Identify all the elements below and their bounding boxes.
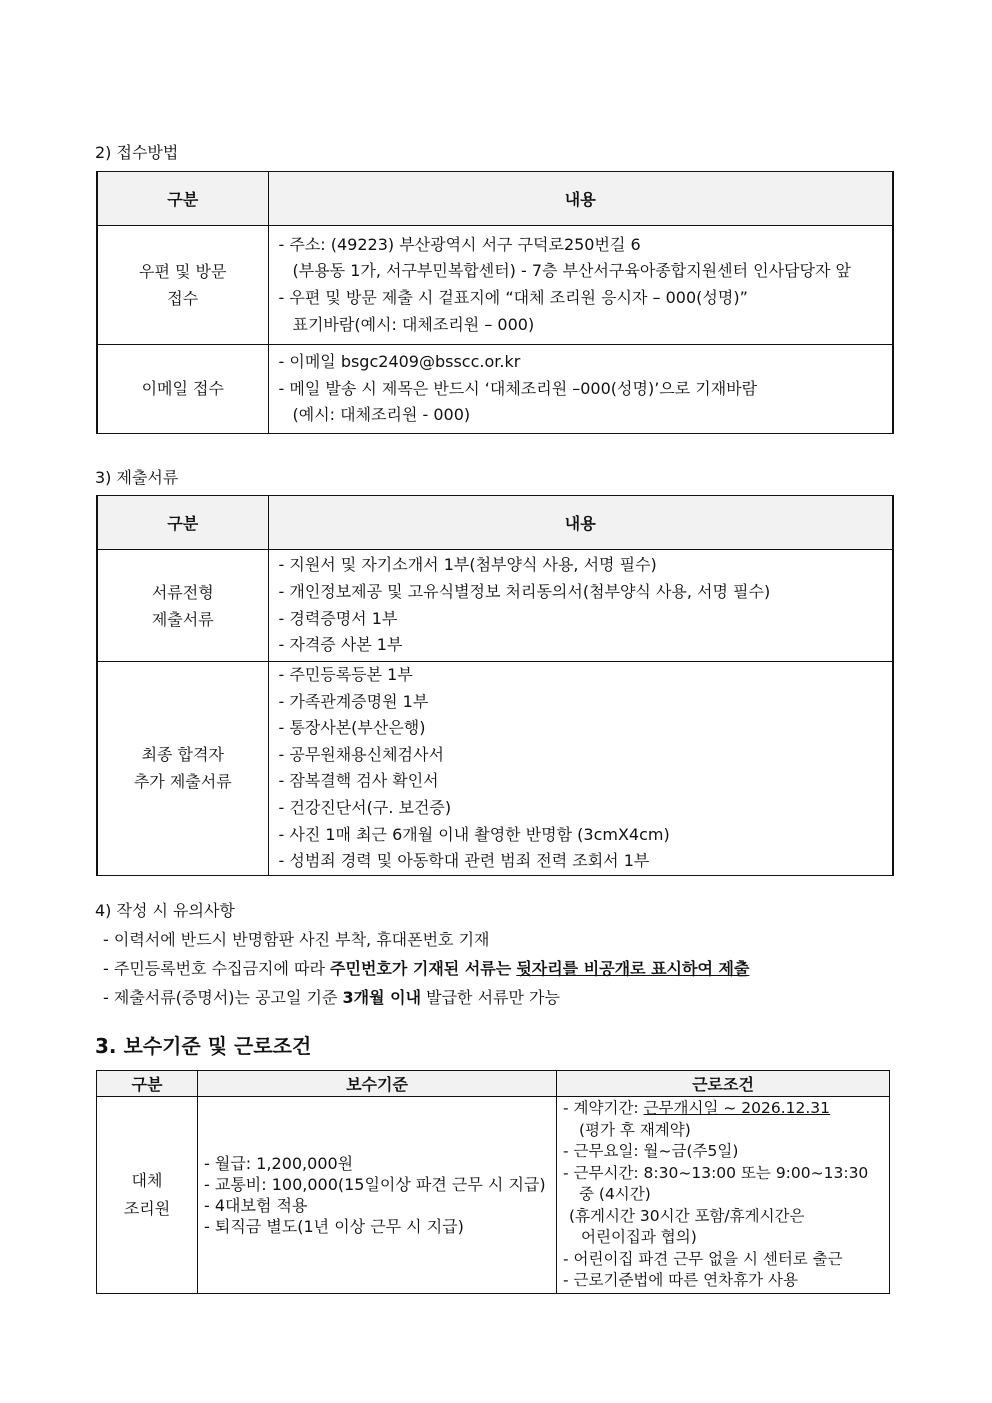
header-content: 내용 bbox=[268, 172, 893, 226]
header-category: 구분 bbox=[97, 1071, 198, 1097]
header-category: 구분 bbox=[97, 172, 268, 226]
note-line: - 주민등록번호 수집금지에 따라 주민번호가 기재된 서류는 뒷자리를 비공개로 표시하여 제출 bbox=[103, 959, 750, 978]
category-cell: 서류전형 제출서류 bbox=[97, 550, 268, 662]
content-cell bbox=[268, 226, 893, 345]
table-row bbox=[97, 345, 893, 434]
category-cell: 최종 합격자 추가 제출서류 bbox=[97, 662, 268, 876]
content-line: (부용동 1가, 서구부민복합센터) - 7층 부산서구육아종합지원센터 인사담당자 앞 bbox=[292, 261, 851, 281]
content-line: - 통장사본(부산은행) bbox=[278, 718, 426, 738]
category-cell: 이메일 접수 bbox=[97, 345, 268, 434]
category-cell: 대체 조리원 bbox=[97, 1097, 198, 1294]
submission-method-table bbox=[96, 171, 894, 434]
header-conditions: 근로조건 bbox=[557, 1071, 890, 1097]
table-row bbox=[97, 1097, 890, 1294]
content-line: (예시: 대체조리원 - 000) bbox=[292, 405, 471, 425]
content-line: - 개인정보제공 및 고유식별정보 처리동의서(첨부양식 사용, 서명 필수) bbox=[278, 581, 771, 601]
pay-conditions-table bbox=[96, 1070, 890, 1294]
table-row bbox=[97, 662, 893, 876]
content-cell bbox=[268, 550, 893, 662]
content-line: 표기바람(예시: 대체조리원 – 000) bbox=[292, 314, 535, 334]
content-line: - 자격증 사본 1부 bbox=[278, 635, 403, 655]
content-line: - 공무원채용신체검사서 bbox=[278, 744, 444, 764]
documents-table bbox=[96, 495, 894, 876]
content-line: - 경력증명서 1부 bbox=[278, 608, 398, 628]
section-label-documents: 3) 제출서류 bbox=[95, 468, 179, 487]
content-line: - 우편 및 방문 제출 시 겉표지에 “대체 조리원 응시자 – 000(성명)” bbox=[278, 288, 748, 307]
content-line: - 주민등록등본 1부 bbox=[278, 665, 413, 684]
content-line: - 이메일 bsgc2409@bsscc.or.kr bbox=[278, 352, 521, 371]
header-category: 구분 bbox=[97, 496, 268, 550]
conditions-cell: - 계약기간: 근무개시일 ~ 2026.12.31 (평가 후 재계약) - 근무요일: 월~금(주5일) - 근무시간: 8:30~13:00 또는 9:00~13:30 중 (4시간) (휴게시간 30시간 포함/휴게시간은 어린이집과 협의) - 어린이집 파견 근무 없을 시 센터로 출근 - 근로기준법에 따른 연차휴가 사용 bbox=[557, 1097, 890, 1294]
table-row bbox=[97, 550, 893, 662]
section-label-submission-method: 2) 접수방법 bbox=[95, 143, 179, 162]
note-line: - 이력서에 반드시 반명함판 사진 부착, 휴대폰번호 기재 bbox=[103, 930, 490, 949]
section-title-pay: 3. 보수기준 및 근로조건 bbox=[95, 1034, 312, 1058]
section-label-notes: 4) 작성 시 유의사항 bbox=[95, 901, 235, 920]
writing-notes bbox=[95, 896, 749, 1012]
content-line: - 메일 발송 시 제목은 반드시 ‘대체조리원 –000(성명)’으로 기재바람 bbox=[278, 378, 758, 398]
pay-cell: - 월급: 1,200,000원 - 교통비: 100,000(15일이상 파견 근무 시 지급) - 4대보험 적용 - 퇴직금 별도(1년 이상 근무 시 지급) bbox=[198, 1097, 557, 1294]
content-line: - 잠복결핵 검사 확인서 bbox=[278, 771, 439, 791]
header-content: 내용 bbox=[268, 496, 893, 550]
header-pay: 보수기준 bbox=[198, 1071, 557, 1097]
content-line: - 가족관계증명원 1부 bbox=[278, 691, 429, 711]
content-line: - 주소: (49223) 부산광역시 서구 구덕로250번길 6 bbox=[278, 234, 641, 254]
content-cell bbox=[268, 662, 893, 876]
content-line: - 지원서 및 자기소개서 1부(첨부양식 사용, 서명 필수) bbox=[278, 555, 657, 575]
table-row bbox=[97, 226, 893, 345]
content-line: - 건강진단서(구. 보건증) bbox=[278, 797, 452, 817]
content-line: - 성범죄 경력 및 아동학대 관련 범죄 전력 조회서 1부 bbox=[278, 851, 650, 871]
content-cell bbox=[268, 345, 893, 434]
content-line: - 사진 1매 최근 6개월 이내 촬영한 반명함 (3cmX4cm) bbox=[278, 824, 670, 844]
category-cell: 우편 및 방문 접수 bbox=[97, 226, 268, 345]
note-line: - 제출서류(증명서)는 공고일 기준 3개월 이내 발급한 서류만 가능 bbox=[103, 988, 560, 1007]
